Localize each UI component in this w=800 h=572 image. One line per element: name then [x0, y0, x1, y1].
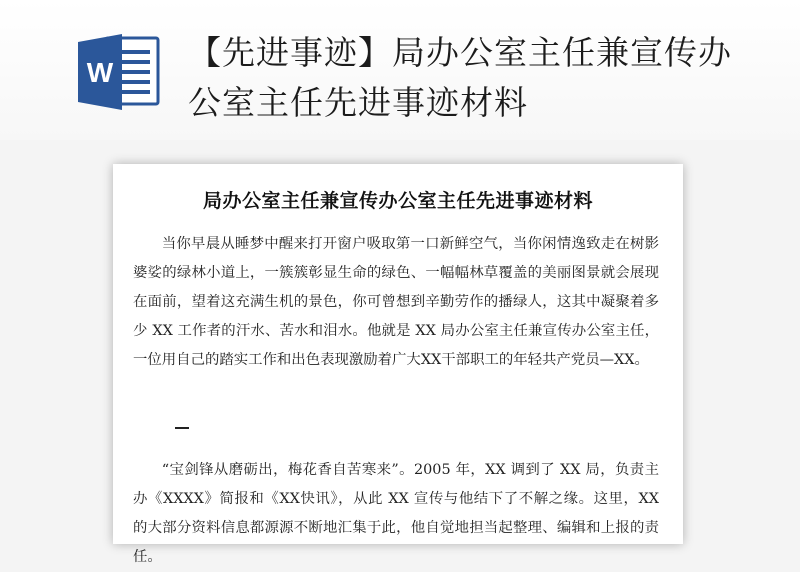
- banner-title: 【先进事迹】局办公室主任兼宣传办公室主任先进事迹材料: [188, 33, 732, 122]
- word-document-icon: [76, 32, 164, 112]
- svg-text:W: W: [86, 57, 114, 88]
- header-banner: [0, 0, 800, 140]
- section-divider-dash: [175, 427, 189, 429]
- body-paragraph: “宝剑锋从磨砺出，梅花香自苦寒来”。2005 年，XX 调到了 XX 局，负责主办《XXXX》简报和《XX快讯》，从此 XX 宣传与他结下了不解之缘。这里，XX 的大部分资料信息都源源不断地汇集于此，他自觉地担当起整理、编辑和上报的责任。: [133, 462, 659, 565]
- document-page: [113, 164, 683, 565]
- body-paragraph: 当你早晨从睡梦中醒来打开窗户吸取第一口新鲜空气，当你闲情逸致走在树影婆娑的绿林小道上，一簇簇彰显生命的绿色、一幅幅林草覆盖的美丽图景就会展现在面前，望着这充满生机的景色，你可曾想到辛勤劳作的播绿人，这其中凝聚着多少 XX 工作者的汗水、苦水和泪水。他就是 XX 局办公室主任兼宣传办公室主任，一位用自己的踏实工作和出色表现激励着广大XX干部职工的年轻共产党员—XX。: [133, 236, 659, 368]
- document-title: 局办公室主任兼宣传办公室主任先进事迹材料: [202, 190, 593, 212]
